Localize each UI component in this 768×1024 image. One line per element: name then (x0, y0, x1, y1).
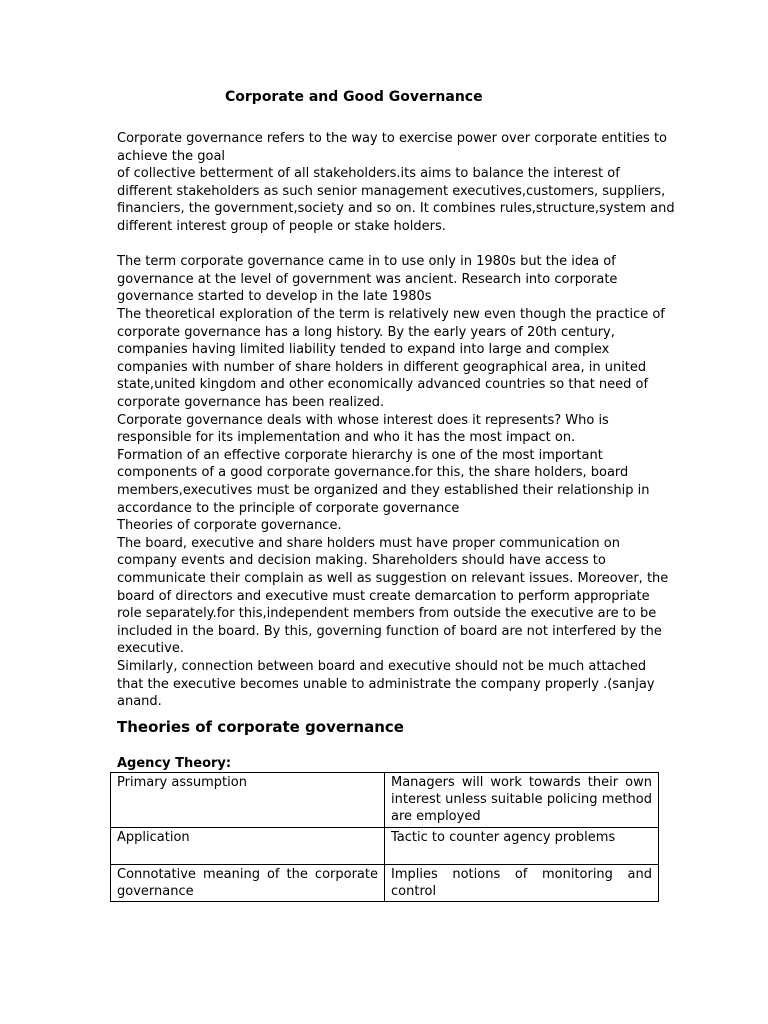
body-line: financiers, the government,society and so on. It combines rules,structure,system and (117, 201, 675, 217)
body-line: achieve the goal (117, 148, 226, 164)
body-line: Formation of an effective corporate hierarchy is one of the most important (117, 447, 603, 463)
table-cell-value: Tactic to counter agency problems (385, 828, 659, 865)
table-cell-value: Managers will work towards their own interest unless suitable policing method are employed (385, 773, 659, 828)
body-line: of collective betterment of all stakeholders.its aims to balance the interest of (117, 166, 620, 182)
body-line: companies having limited liability tended to expand into large and complex (117, 342, 610, 358)
table-row (111, 865, 659, 902)
body-line: role separately.for this,independent members from outside the executive are to be (117, 606, 657, 622)
body-line: communicate their complain as well as suggestion on relevant issues. Moreover, the (117, 571, 669, 586)
table-row (111, 828, 659, 865)
body-line: board of directors and executive must create demarcation to perform appropriate (117, 588, 650, 604)
body-line: Corporate governance refers to the way to exercise power over corporate entities to (117, 131, 668, 146)
body-line: company events and decision making. Shareholders should have access to (117, 553, 606, 569)
body-line: The term corporate governance came in to use only in 1980s but the idea of (117, 254, 616, 270)
body-line: Corporate governance deals with whose interest does it represents? Who is (117, 412, 609, 428)
body-line: state,united kingdom and other economically advanced countries so that need of (117, 377, 649, 393)
body-line: Similarly, connection between board and executive should not be much attached (117, 659, 647, 674)
document-title: Corporate and Good Governance (225, 89, 483, 105)
table-row (111, 773, 659, 828)
agency-theory-label: Agency Theory: (117, 756, 232, 771)
body-line: responsible for its implementation and who it has the most impact on. (117, 430, 576, 446)
agency-theory-table (110, 772, 659, 902)
body-line: governance at the level of government was ancient. Research into corporate (117, 271, 618, 287)
body-line: components of a good corporate governance.for this, the share holders, board (117, 465, 629, 481)
body-line: executive. (117, 641, 184, 657)
body-line: The board, executive and share holders must have proper communication on (117, 535, 620, 551)
body-line: corporate governance has been realized. (117, 395, 385, 410)
body-line: different interest group of people or stake holders. (117, 219, 446, 234)
body-line: members,executives must be organized and they established their relationship in (117, 483, 650, 498)
body-line: corporate governance has a long history. By the early years of 20th century, (117, 324, 615, 340)
body-line: governance started to develop in the late 1980s (117, 289, 432, 305)
table-cell-value: Implies notions of monitoring and control (385, 865, 659, 902)
table-cell-label: Connotative meaning of the corporate governance (111, 865, 385, 902)
body-line: different stakeholders as such senior management executives,customers, suppliers, (117, 183, 666, 199)
body-line: included in the board. By this, governing function of board are not interfered by the (117, 623, 662, 639)
body-line: companies with number of share holders in different geographical area, in united (117, 359, 647, 375)
table-cell-label: Application (111, 828, 385, 865)
body-line: The theoretical exploration of the term is relatively new even though the practice of (117, 307, 665, 322)
section-heading: Theories of corporate governance (117, 718, 404, 736)
table-cell-label: Primary assumption (111, 773, 385, 828)
body-line: Theories of corporate governance. (117, 518, 342, 534)
body-line: accordance to the principle of corporate governance (117, 500, 460, 516)
body-line: that the executive becomes unable to administrate the company properly .(sanjay (117, 676, 655, 692)
body-line: anand. (117, 694, 162, 710)
